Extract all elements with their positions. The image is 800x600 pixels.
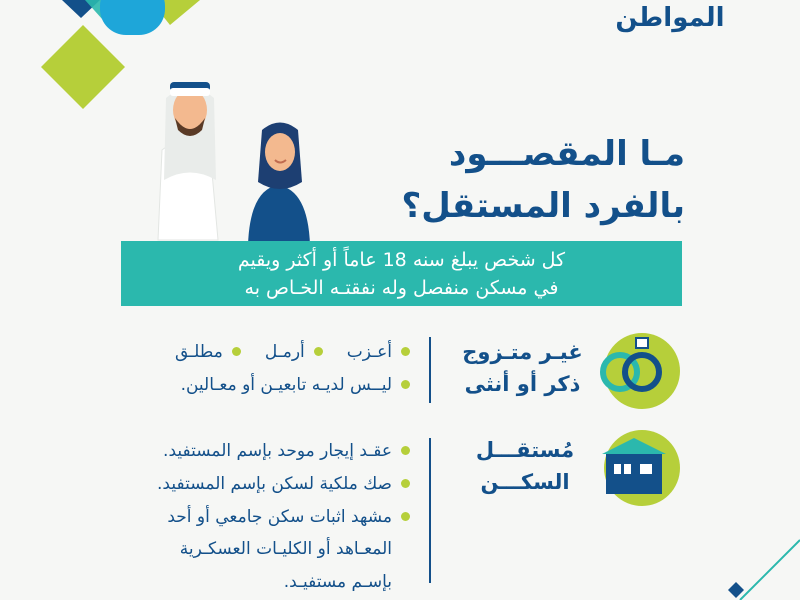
bullet-dot (401, 446, 410, 455)
housing-label (460, 434, 590, 498)
housing-item-continuation: بإسـم مستفيـد. (283, 572, 392, 592)
bullet-dot (401, 380, 410, 389)
rings-icon (596, 330, 676, 400)
option-label: أعـزب (346, 341, 392, 362)
title-line-1: مـا المقصـــود (448, 134, 685, 174)
title-line-2: بالفرد المستقل؟ (401, 186, 685, 226)
divider-marital (429, 337, 431, 403)
decorative-shapes-bottom (700, 520, 800, 600)
banner-line-2: في مسكن منفصل وله نفقتـه الخـاص به (244, 277, 559, 299)
option-divorced (175, 342, 241, 362)
housing-label-line-1: مُستقـــل (475, 438, 575, 462)
definition-banner (121, 241, 682, 306)
housing-item-text: عقـد إيجار موحد بإسم المستفيد. (163, 440, 392, 461)
bullet-dot (401, 347, 410, 356)
bullet-dot (401, 479, 410, 488)
option-single (347, 342, 410, 362)
option-widowed (265, 342, 323, 362)
housing-label-line-2: السكـــن (480, 470, 570, 494)
housing-item-text: صك ملكية لسكن بإسم المستفيد. (157, 473, 392, 494)
housing-item (110, 500, 410, 533)
banner-line-1: كل شخص يبلغ سنه 18 عاماً أو أكثر ويقيم (237, 249, 566, 271)
bullet-dot (401, 512, 410, 521)
house-icon (594, 434, 674, 504)
marital-note-row (110, 368, 410, 401)
option-label: أرمـل (264, 341, 305, 362)
marital-label-line-1: غيـر متـزوج (462, 340, 583, 364)
housing-item (110, 467, 410, 500)
citizens-illustration (130, 70, 360, 245)
divider-housing (429, 438, 431, 583)
option-label: مطلـق (175, 341, 223, 362)
header-title: المواطن (615, 3, 725, 33)
marital-options-row (110, 335, 410, 368)
marital-label-line-2: ذكر أو أنثى (464, 372, 581, 396)
housing-item (110, 434, 410, 467)
housing-item-continuation: المعـاهد أو الكليـات العسكـرية (179, 539, 392, 559)
marital-note: ليــس لديـه تابعيـن أو معـالين. (180, 374, 392, 395)
marital-status-label (455, 336, 590, 400)
housing-item-text: مشهد اثبات سكن جامعي أو أحد (167, 506, 392, 527)
bullet-dot (314, 347, 323, 356)
marital-options-list (110, 335, 410, 401)
housing-proof-list (110, 434, 410, 599)
bullet-dot (232, 347, 241, 356)
page-title (400, 128, 685, 232)
